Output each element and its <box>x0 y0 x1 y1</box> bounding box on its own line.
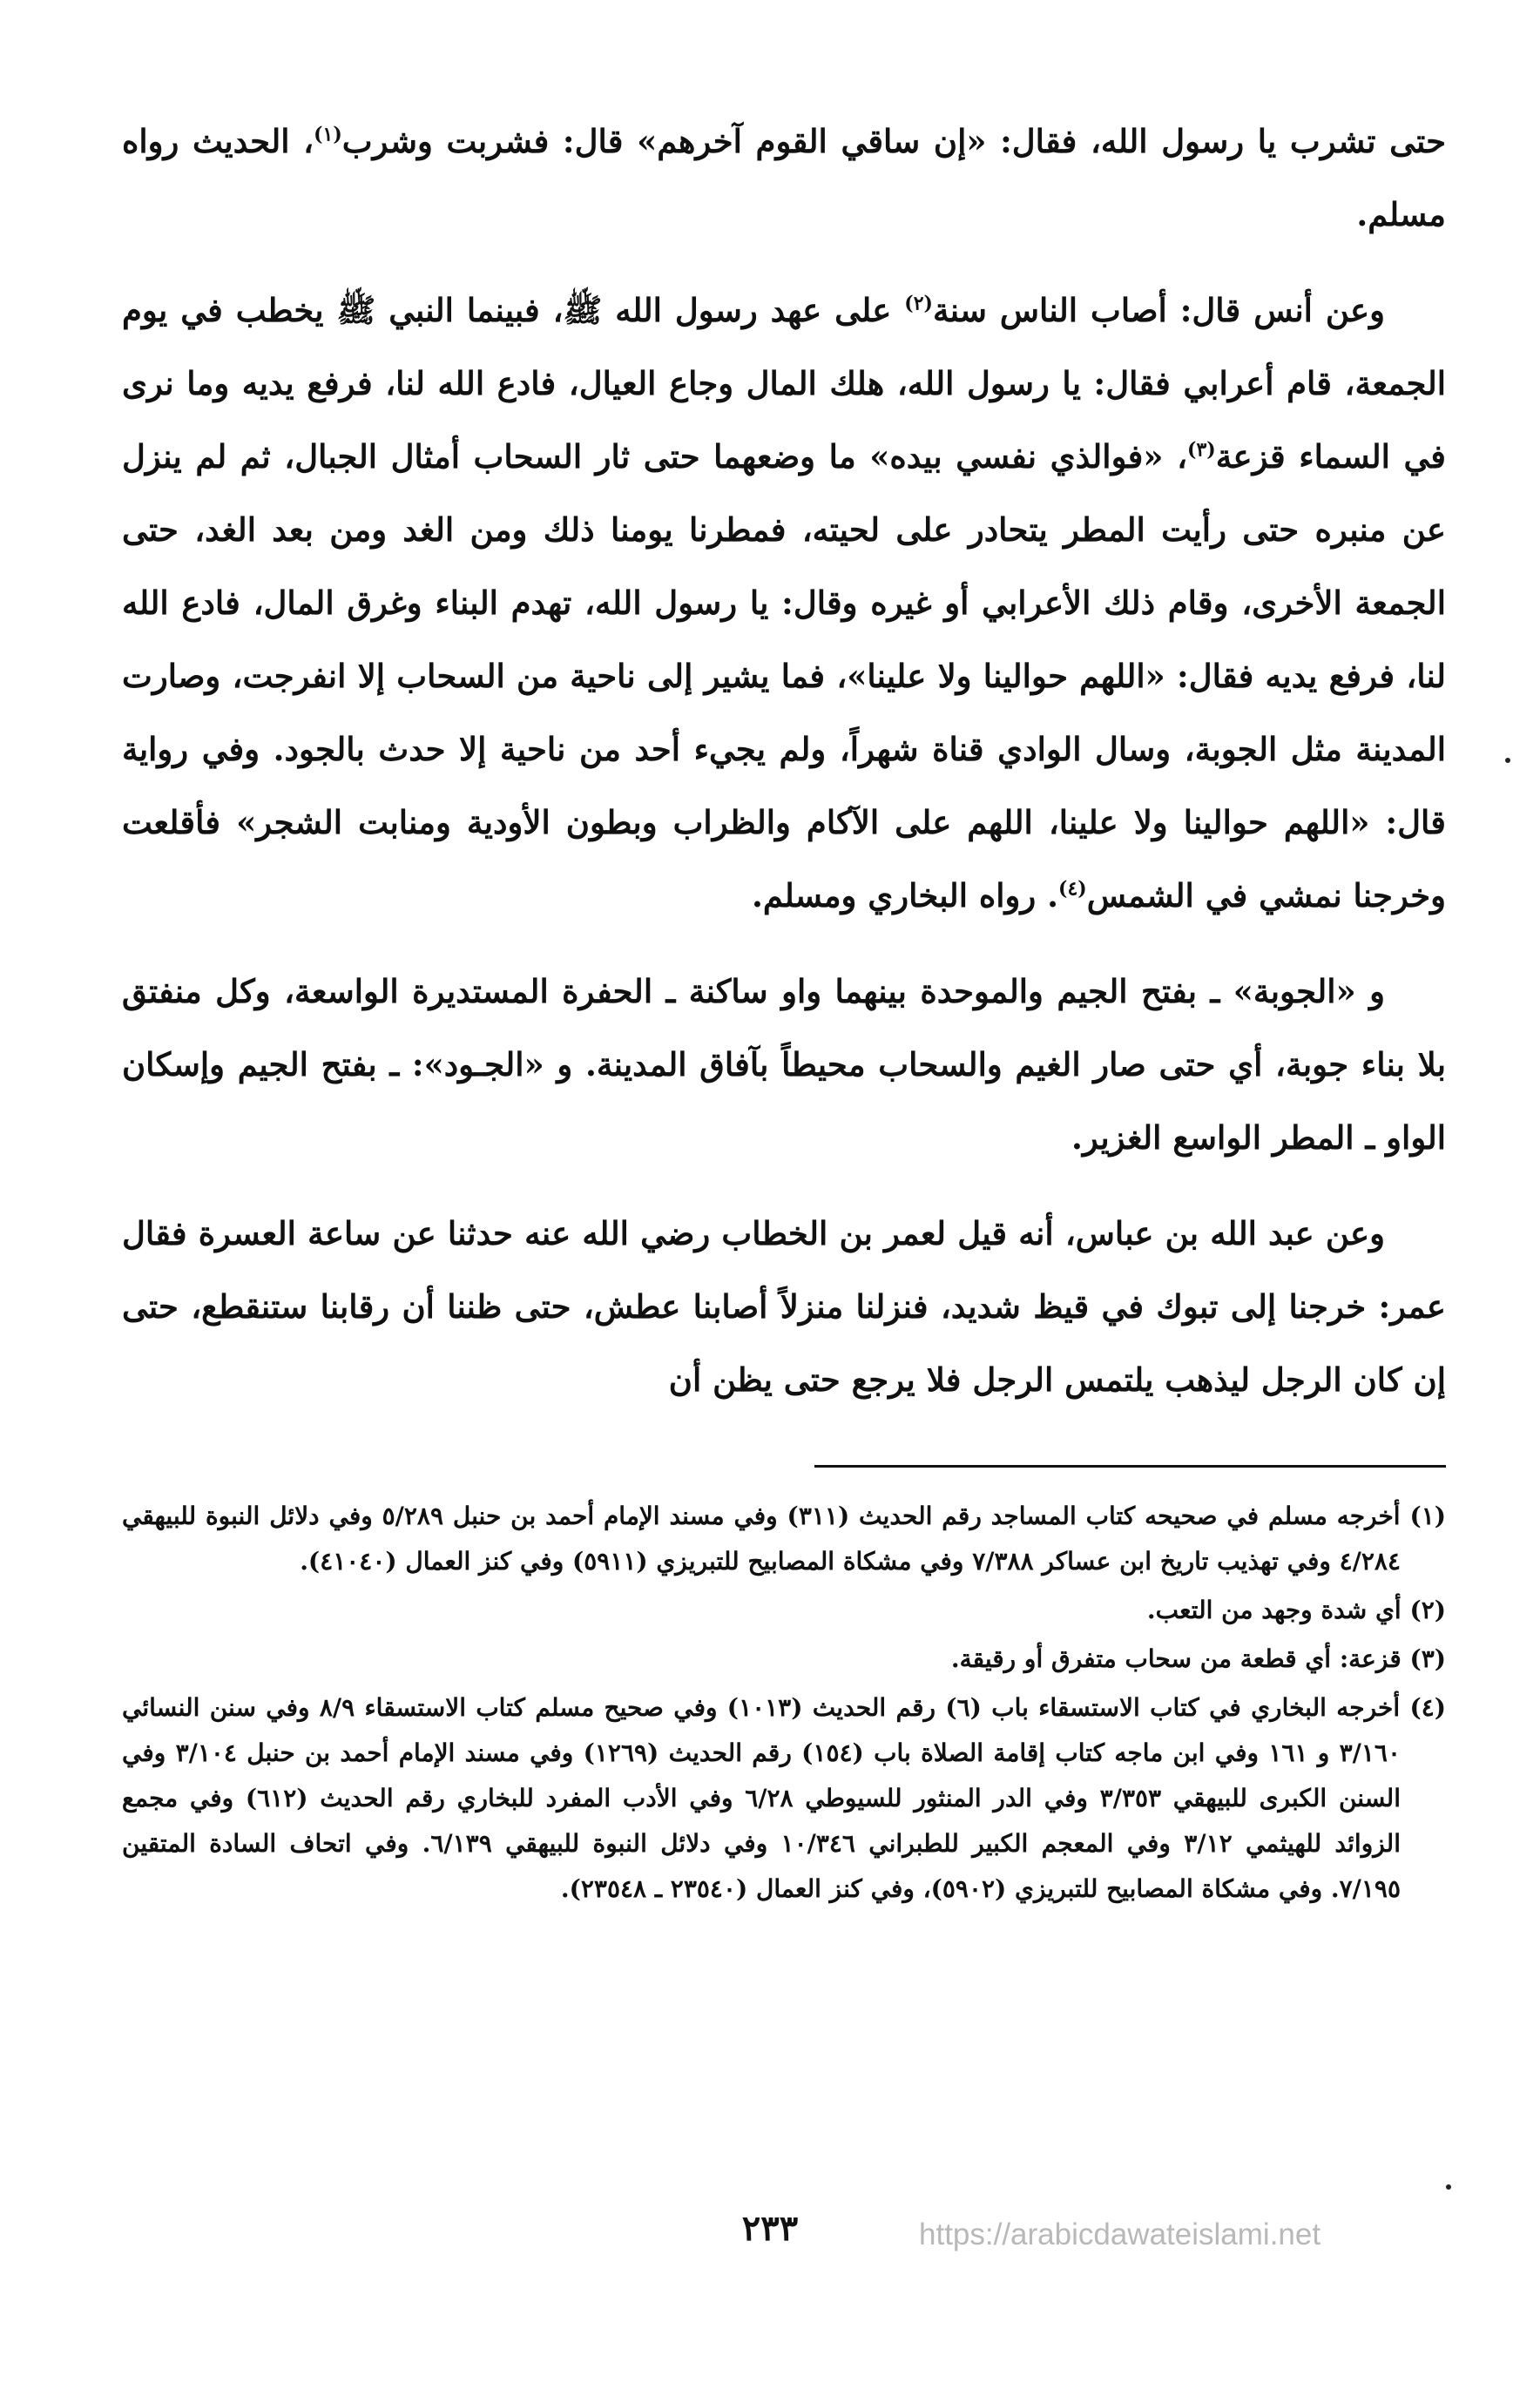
margin-dot <box>1446 2184 1451 2190</box>
footnote-ref-3[interactable]: (٣) <box>1187 438 1216 462</box>
paragraph-1: حتى تشرب يا رسول الله، فقال: «إن ساقي القوم آخرهم» قال: فشربت وشرب$^{(١)}$، الحديث رواه مسلم. <box>122 122 1447 233</box>
footnote-4: (٤) أخرجه البخاري في كتاب الاستسقاء باب (٦) رقم الحديث (١٠١٣) وفي صحيح مسلم كتاب الاستسقاء ٨/٩ وفي سنن النسائي ٣/١٦٠ و ١٦١ وفي ابن ماجه كتاب إقامة الصلاة باب (١٥٤) رقم الحديث (١٢٦٩) وفي مسند الإمام أحمد بن حنبل ٣/١٠٤ وفي السنن الكبرى للبيهقي ٣/٣٥٣ وفي الدر المنثور للسيوطي ٦/٢٨ وفي الأدب المفرد للبخاري رقم الحديث (٦١٢) وفي مجمع الزوائد للهيثمي ٣/١٢ وفي المعجم الكبير للطبراني ١٠/٣٤٦ وفي دلائل النبوة للبيهقي ٦/١٣٩. وفي اتحاف السادة المتقين ٧/١٩٥. وفي مشكاة المصابيح للتبريزي (٥٩٠٢)، وفي كنز العمال (٢٣٥٤٠ ـ ٢٣٥٤٨). <box>122 1693 1446 1903</box>
footnote-1: (١) أخرجه مسلم في صحيحه كتاب المساجد رقم الحديث (٣١١) وفي مسند الإمام أحمد بن حنبل ٥/٢٨٩ وفي دلائل النبوة للبيهقي ٤/٢٨٤ وفي تهذيب تاريخ ابن عساكر ٧/٣٨٨ وفي مشكاة المصابيح للتبريزي (٥٩١١) وفي كنز العمال (٤١٠٤٠). <box>122 1502 1446 1576</box>
watermark-url: https://arabicdawateislami.net <box>919 2217 1321 2251</box>
paragraph-2: وعن أنس قال: أصاب الناس سنة$^{(٢)}$ على عهد رسول الله ﷺ، فبينما النبي ﷺ يخطب في يوم الجمعة، قام أعرابي فقال: يا رسول الله، هلك المال وجاع العيال، فادع الله لنا، فرفع يديه وما نرى في السماء قزعة$^{(٣)}$، «فوالذي نفسي بيده» ما وضعهما حتى ثار السحاب أمثال الجبال، ثم لم ينزل عن منبره حتى رأيت المطر يتحادر على لحيته، فمطرنا يومنا ذلك ومن الغد ومن بعد الغد، حتى الجمعة الأخرى، وقام ذلك الأعرابي أو غيره وقال: يا رسول الله، تهدم البناء وغرق المال، فادع الله لنا، فرفع يديه فقال: «اللهم حوالينا ولا علينا»، فما يشير إلى ناحية من السحاب إلا انفرجت، وصارت المدينة مثل الجوبة، وسال الوادي قناة شهراً، ولم يجيء أحد من ناحية إلا حدث بالجود. وفي رواية قال: «اللهم حوالينا ولا علينا، اللهم على الآكام والظراب وبطون الأودية ومنابت الشجر» فأقلعت وخرجنا نمشي في الشمس$^{(٤)}$. رواه البخاري ومسلم. <box>122 291 1446 915</box>
footnote-divider <box>814 1465 1446 1468</box>
main-text <box>122 105 1446 1439</box>
footnote-ref-1[interactable]: (١) <box>314 123 342 146</box>
page-number: ٢٣٣ <box>741 2208 799 2249</box>
footnotes <box>122 1494 1446 1915</box>
footnote-ref-2[interactable]: (٢) <box>904 292 933 315</box>
paragraph-4: وعن عبد الله بن عباس، أنه قيل لعمر بن الخطاب رضي الله عنه حدثنا عن ساعة العسرة فقال عمر: خرجنا إلى تبوك في قيظ شديد، فنزلنا منزلاً أصابنا عطش، حتى ظننا أن رقابنا ستنقطع، حتى إن كان الرجل ليذهب يلتمس الرجل فلا يرجع حتى يظن أن <box>122 1214 1446 1399</box>
footnote-3: (٣) قزعة: أي قطعة من سحاب متفرق أو رقيقة. <box>950 1644 1446 1673</box>
margin-dot <box>1505 758 1510 763</box>
paragraph-3: و «الجوبة» ـ بفتح الجيم والموحدة بينهما واو ساكنة ـ الحفرة المستديرة الواسعة، وكل منفتق بلا بناء جوبة، أي حتى صار الغيم والسحاب محيطاً بآفاق المدينة. و «الجـود»: ـ بفتح الجيم وإسكان الواو ـ المطر الواسع الغزير. <box>122 972 1446 1157</box>
footnote-2: (٢) أي شدة وجهد من التعب. <box>1146 1596 1446 1624</box>
footnote-ref-4[interactable]: (٤) <box>1058 877 1087 901</box>
